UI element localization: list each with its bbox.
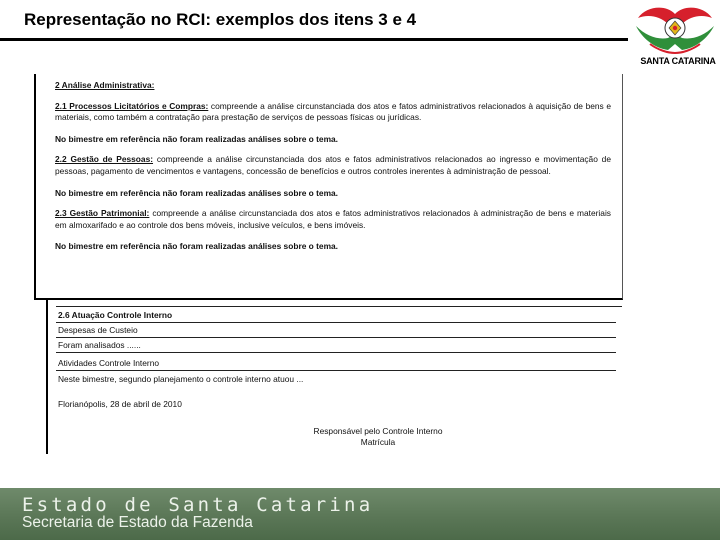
doc2-row-bimester: Neste bimestre, segundo planejamento o controle interno atuou ... (58, 374, 304, 384)
doc2-signer: Responsável pelo Controle Interno (313, 426, 443, 436)
doc2-rule-4 (56, 370, 616, 371)
doc2-rule-1 (56, 322, 616, 323)
section-procurement-title: 2.1 Processos Licitatórios e Compras: (55, 100, 209, 111)
section-patrimony-note: No bimestre em referência não foram realizadas análises sobre o tema. (55, 241, 339, 252)
doc-heading: 2 Análise Administrativa: (55, 80, 155, 90)
doc2-row-analyzed: Foram analisados ...... (58, 340, 141, 350)
footer-secretariat-name: Secretaria de Estado da Fazenda (22, 514, 253, 531)
doc2-top-rule (56, 306, 622, 307)
doc2-rule-3 (56, 352, 616, 353)
doc2-row-activities: Atividades Controle Interno (58, 358, 160, 368)
section-personnel (55, 154, 611, 177)
footer-state-name: Estado de Santa Catarina (22, 494, 374, 516)
document-excerpt-administrative (34, 74, 623, 300)
section-patrimony (55, 208, 611, 231)
doc2-heading: 2.6 Atuação Controle Interno (58, 310, 173, 320)
section-procurement (55, 101, 611, 124)
section-patrimony-text: compreende a análise circunstanciada dos atos e fatos administrativos relacionados à administração de bens e materiais em almoxarifado e ao controle dos bens móveis, inclusive veículos, e bens imóveis. (55, 208, 611, 230)
doc2-signer-id: Matrícula (360, 437, 396, 447)
doc2-date: Florianópolis, 28 de abril de 2010 (58, 399, 182, 409)
section-procurement-text: compreende a análise circunstanciada dos atos e fatos administrativos relacionados à aquisição de bens e materiais, como também a contratação para prestação de serviços de pessoas físicas ou jurídicas. (55, 100, 611, 123)
section-procurement-note: No bimestre em referência não foram realizadas análises sobre o tema. (55, 133, 339, 144)
document-excerpt-internal-control (46, 300, 622, 454)
slide-title: Representação no RCI: exemplos dos itens 3 e 4 (24, 10, 417, 29)
emblem-state-name: SANTA CATARINA (640, 56, 716, 66)
section-patrimony-title: 2.3 Gestão Patrimonial: (55, 208, 150, 219)
doc2-rule-2 (56, 337, 616, 338)
doc2-row-expenses: Despesas de Custeio (58, 325, 138, 335)
section-personnel-text: compreende a análise circunstanciada dos atos e fatos administrativos relacionados ao ingresso e movimentação de pessoas, pagamento de vencimentos e vantagens, concessão de benefícios e outros controles inerentes à administração de pessoal. (55, 154, 611, 176)
section-personnel-note: No bimestre em referência não foram realizadas análises sobre o tema. (55, 187, 339, 198)
title-rule (0, 38, 628, 41)
section-personnel-title: 2.2 Gestão de Pessoas: (55, 154, 154, 165)
